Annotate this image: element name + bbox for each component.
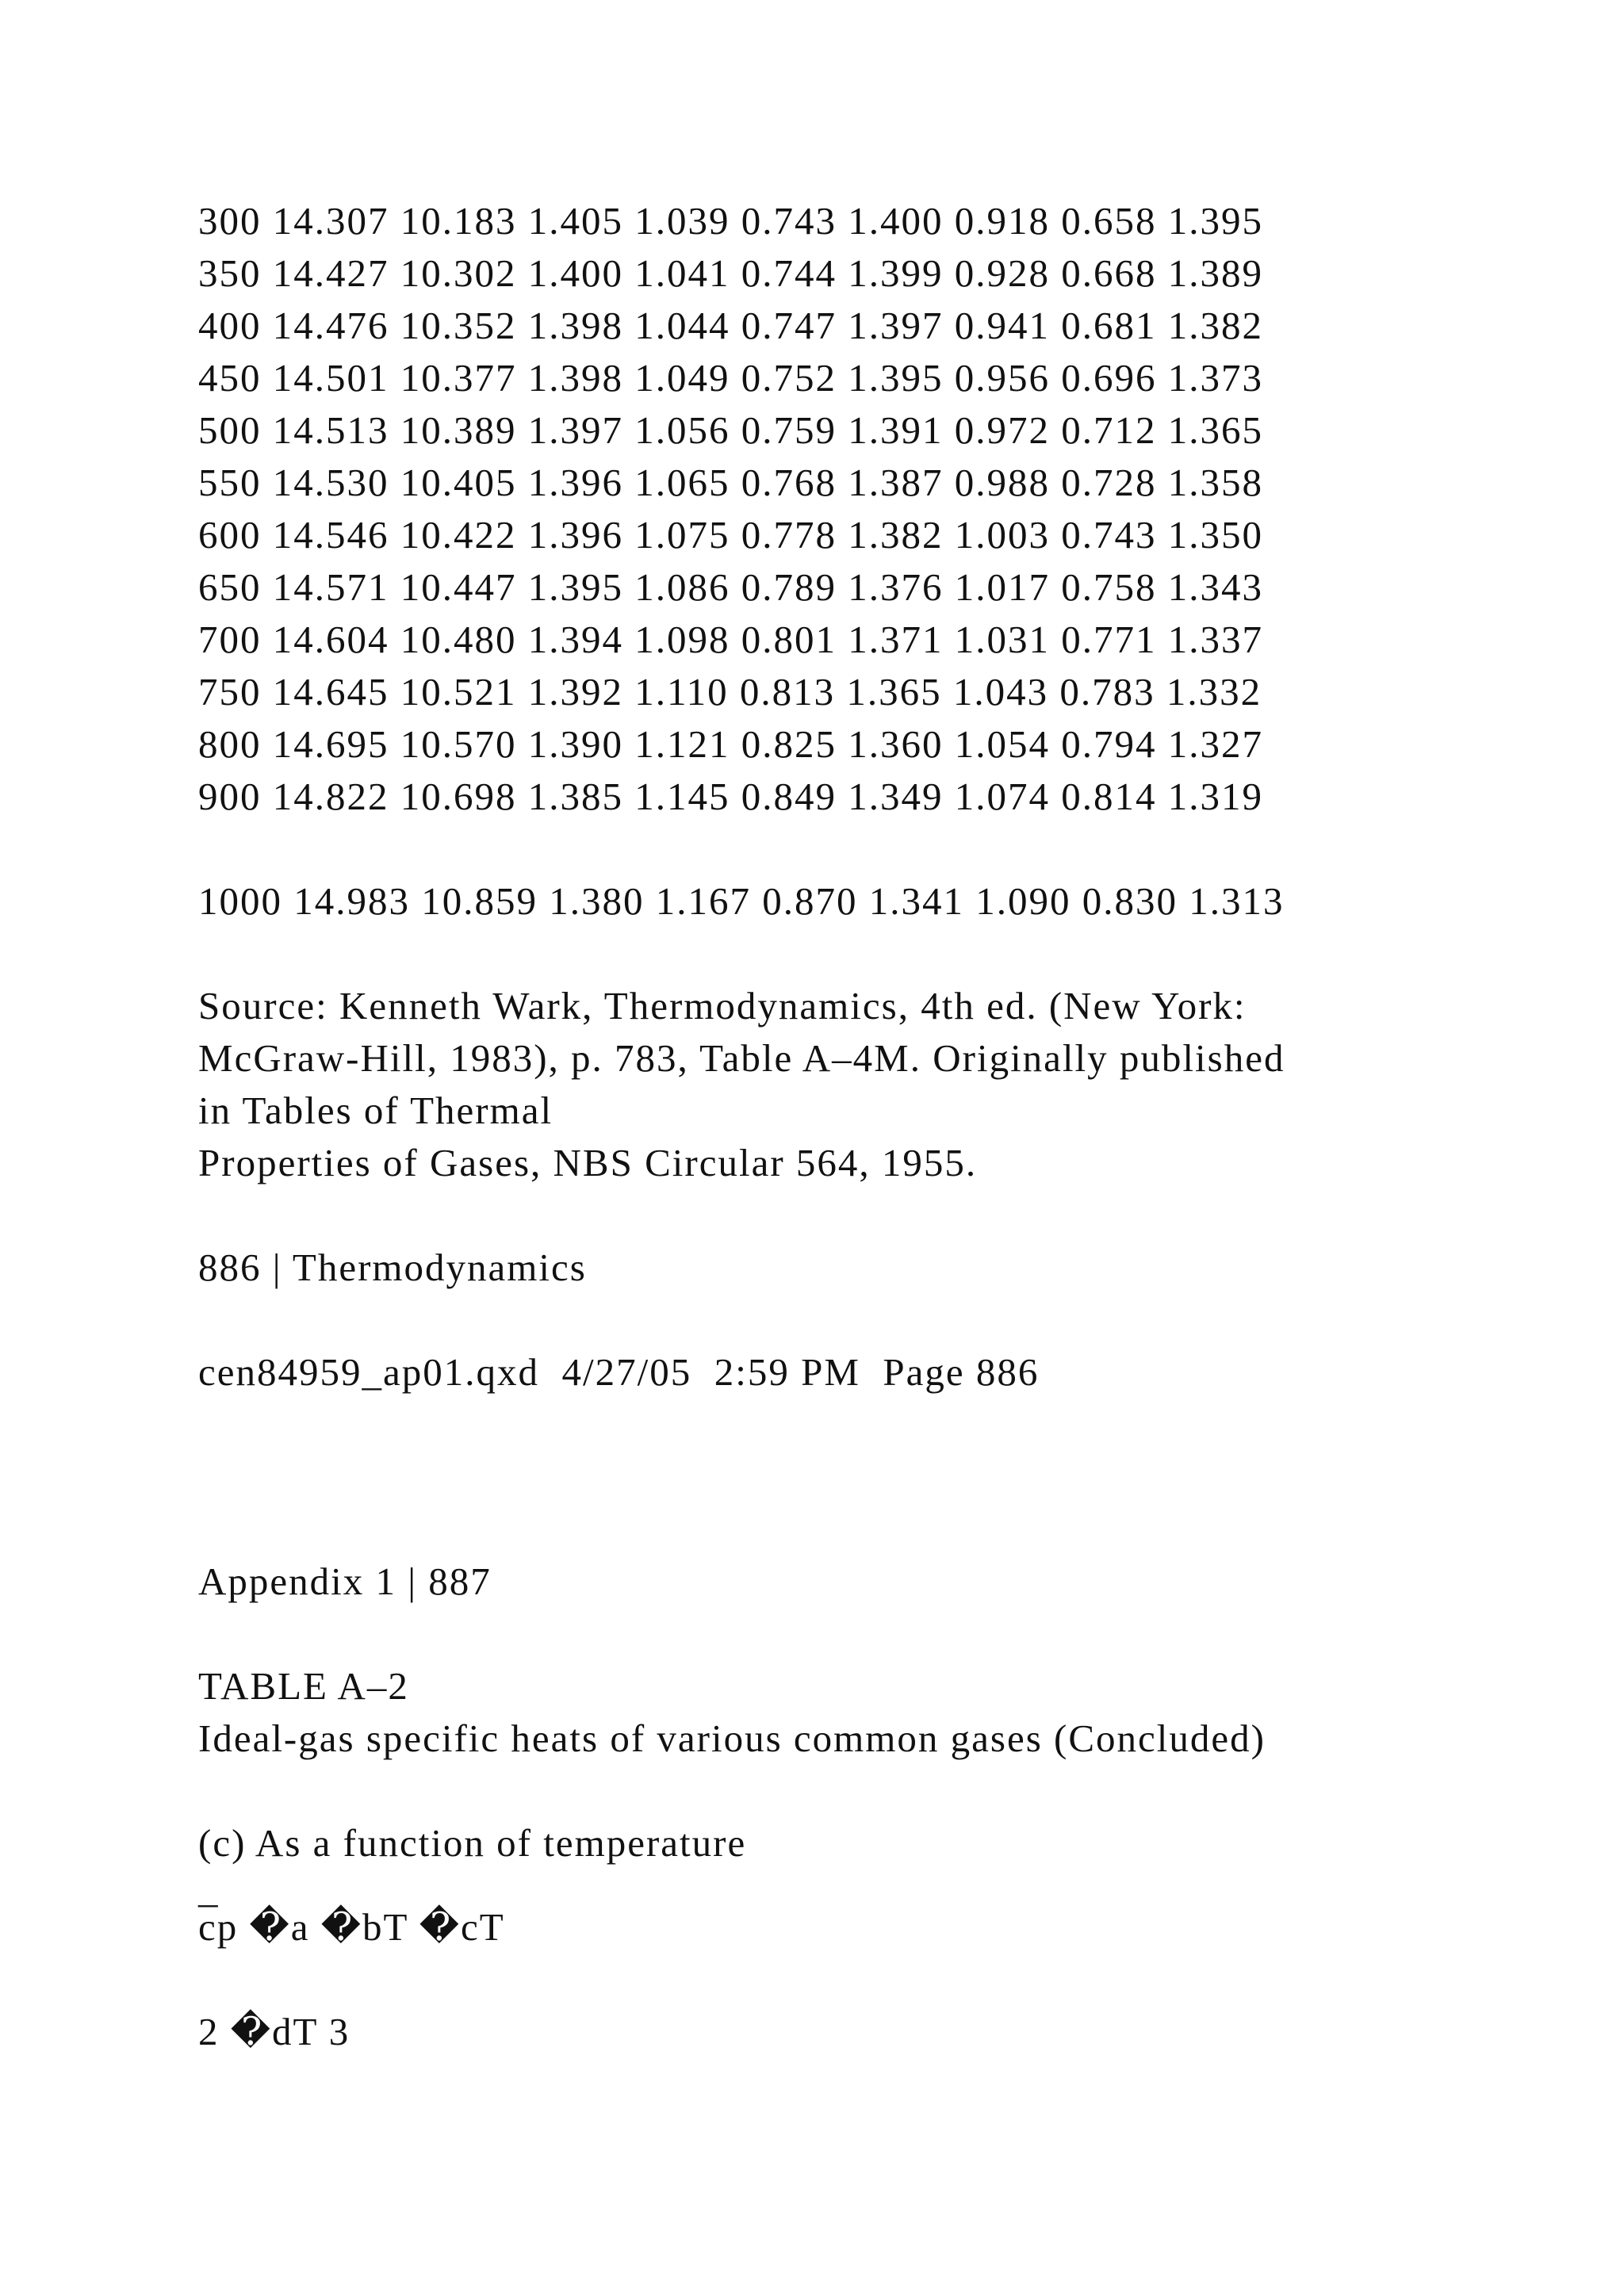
spacer xyxy=(198,1765,1546,1817)
spacer xyxy=(198,823,1546,875)
table-row: 550 14.530 10.405 1.396 1.065 0.768 1.387 0.988 0.728 1.358 xyxy=(198,461,1263,504)
table-row: 600 14.546 10.422 1.396 1.075 0.778 1.382 1.003 0.743 1.350 xyxy=(198,513,1263,557)
table-title: Ideal-gas specific heats of various common gases (Concluded) xyxy=(198,1716,1266,1760)
page-footer: 886 | Thermodynamics xyxy=(198,1246,587,1289)
formula-overbar: _ xyxy=(198,1867,218,1911)
formula-line: cp �a �bT �cT xyxy=(198,1905,505,1949)
table-rows xyxy=(198,195,1546,823)
table-row-last: 1000 14.983 10.859 1.380 1.167 0.870 1.341 1.090 0.830 1.313 xyxy=(198,879,1285,923)
spacer xyxy=(198,1954,1546,2006)
subsection-heading: (c) As a function of temperature xyxy=(198,1821,747,1865)
table-row: 900 14.822 10.698 1.385 1.145 0.849 1.349 1.074 0.814 1.319 xyxy=(198,775,1263,818)
spacer xyxy=(198,1294,1546,1346)
source-note xyxy=(198,980,1546,1189)
file-info: cen84959_ap01.qxd 4/27/05 2:59 PM Page 886 xyxy=(198,1350,1040,1394)
source-line: Properties of Gases, NBS Circular 564, 1955. xyxy=(198,1141,978,1184)
spacer xyxy=(198,928,1546,980)
table-row: 750 14.645 10.521 1.392 1.110 0.813 1.365 1.043 0.783 1.332 xyxy=(198,670,1262,714)
table-row: 650 14.571 10.447 1.395 1.086 0.789 1.376 1.017 0.758 1.343 xyxy=(198,565,1263,609)
table-row: 300 14.307 10.183 1.405 1.039 0.743 1.400 0.918 0.658 1.395 xyxy=(198,199,1263,243)
spacer xyxy=(198,1189,1546,1242)
table-row: 800 14.695 10.570 1.390 1.121 0.825 1.360 1.054 0.794 1.327 xyxy=(198,722,1263,766)
spacer xyxy=(198,1399,1546,1556)
table-row: 500 14.513 10.389 1.397 1.056 0.759 1.391 0.972 0.712 1.365 xyxy=(198,408,1263,452)
document-page xyxy=(198,195,1546,2058)
source-line: in Tables of Thermal xyxy=(198,1089,553,1132)
formula-line: 2 �dT 3 xyxy=(198,2010,350,2053)
table-row: 450 14.501 10.377 1.398 1.049 0.752 1.395 0.956 0.696 1.373 xyxy=(198,356,1263,400)
appendix-header: Appendix 1 | 887 xyxy=(198,1559,492,1603)
table-row: 350 14.427 10.302 1.400 1.041 0.744 1.399 0.928 0.668 1.389 xyxy=(198,251,1263,295)
source-line: Source: Kenneth Wark, Thermodynamics, 4th ed. (New York: xyxy=(198,984,1247,1027)
table-row: 400 14.476 10.352 1.398 1.044 0.747 1.397 0.941 0.681 1.382 xyxy=(198,304,1263,347)
formula-block xyxy=(198,1867,1546,1954)
source-line: McGraw-Hill, 1983), p. 783, Table A–4M. Originally published xyxy=(198,1036,1285,1080)
table-row: 700 14.604 10.480 1.394 1.098 0.801 1.371 1.031 0.771 1.337 xyxy=(198,618,1263,661)
table-label: TABLE A–2 xyxy=(198,1664,409,1708)
spacer xyxy=(198,1608,1546,1660)
